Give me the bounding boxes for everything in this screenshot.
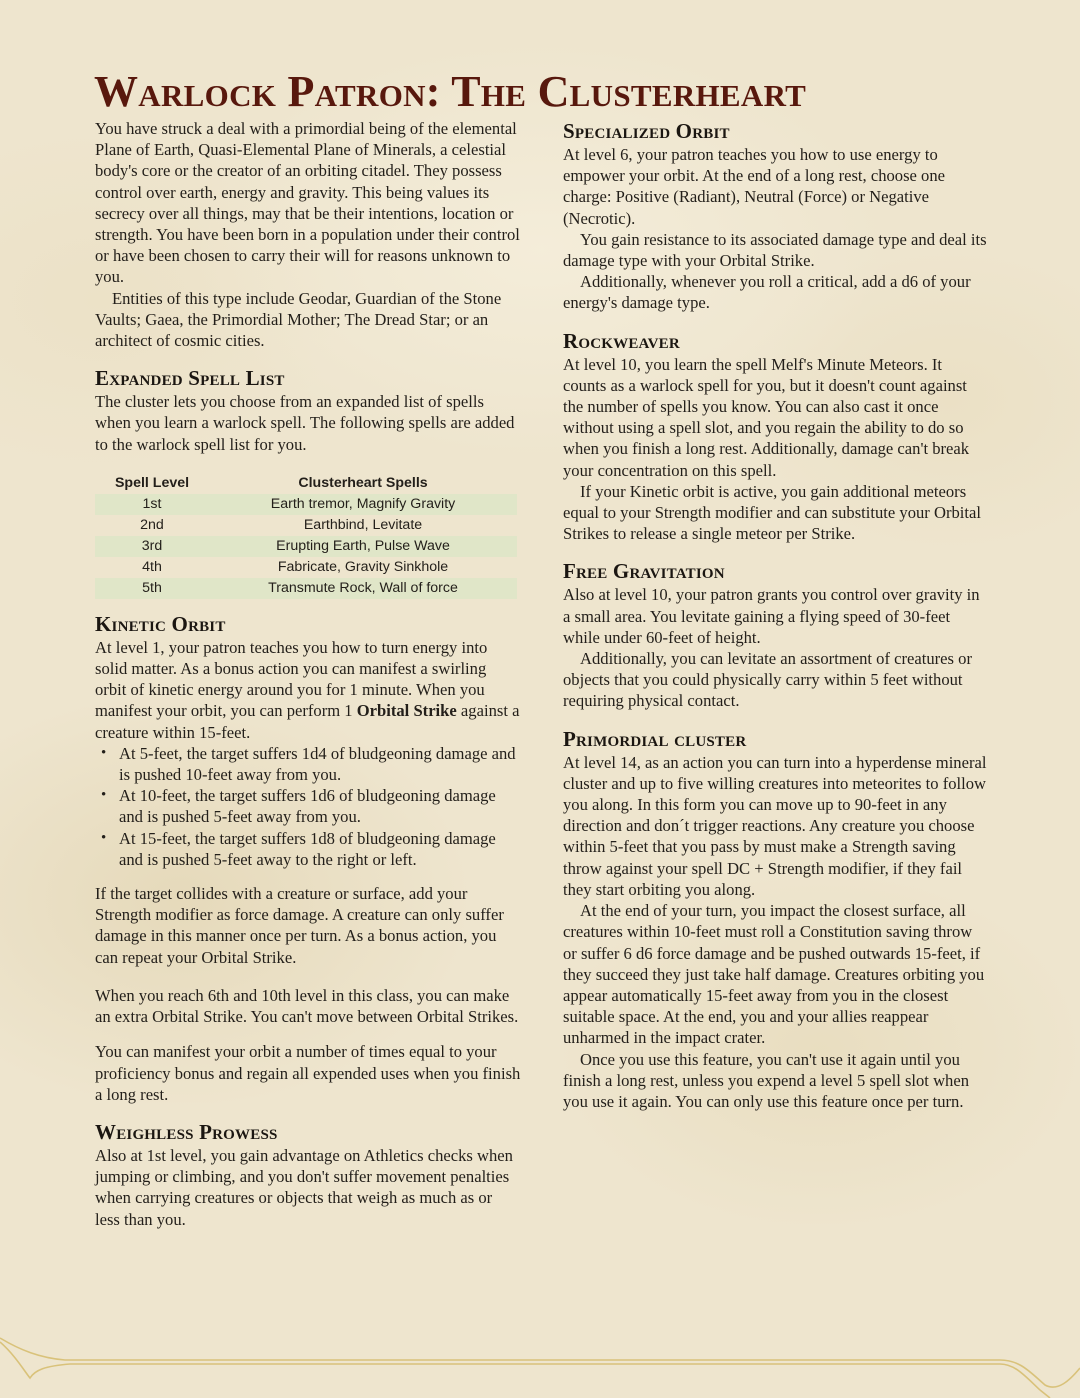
specialized-orbit-section: [563, 118, 989, 314]
specialized-orbit-heading: Specialized Orbit: [563, 119, 730, 143]
list-item: • At 10-feet, the target suffers 1d6 of bludgeoning damage and is pushed 5-feet away from you.: [119, 785, 521, 827]
kinetic-orbit-text-before: At level 1, your patron teaches you how to turn energy into solid matter. As a bonus action you can manifest a swirling orbit of kinetic energy around you for 1 minute. When you manifest your orbit, you can perform 1: [95, 637, 488, 721]
specialized-orbit-paragraph-2: You gain resistance to its associated damage type and deal its damage type with your Orbital Strike.: [563, 229, 987, 271]
weighless-prowess-section: [95, 1119, 521, 1230]
spells-cell: Transmute Rock, Wall of force: [268, 579, 458, 596]
footer-ornament-icon: [0, 1320, 1080, 1398]
primordial-cluster-paragraph-2: At the end of your turn, you impact the closest surface, all creatures within 10-feet must roll a Constitution saving throw or suffer 6 d6 force damage and be pushed outwards 15-feet, if they succeed they just take half damage. Creatures orbiting you appear automatically 15-feet away from you in the closest suitable space. At the end, you and your allies reappear unharmed in the impact crater.: [563, 901, 985, 1048]
weighless-prowess-heading: Weighless Prowess: [95, 1119, 278, 1144]
kinetic-orbit-text-after: against a creature within 15-feet.: [95, 701, 520, 742]
kinetic-orbit-heading: Kinetic Orbit: [95, 611, 226, 636]
spells-cell: Fabricate, Gravity Sinkhole: [277, 558, 449, 575]
expanded-spell-list-text: The cluster lets you choose from an expanded list of spells when you learn a warlock spell. The following spells are added to the warlock spell list for you.: [95, 392, 515, 454]
kinetic-orbit-paragraph-1: [95, 637, 521, 743]
specialized-orbit-paragraph-3: Additionally, whenever you roll a critical, add a d6 of your energy's damage type.: [563, 272, 971, 313]
list-item: • At 15-feet, the target suffers 1d8 of bludgeoning damage and is pushed 5-feet away to the right or left.: [119, 828, 521, 870]
primordial-cluster-paragraph-3: Once you use this feature, you can't use it again until you finish a long rest, unless you expend a level 5 spell slot when you use it again. You can only use this feature once per turn.: [563, 1049, 970, 1111]
primordial-cluster-paragraph-1: At level 14, as an action you can turn into a hyperdense mineral cluster and up to five willing creatures into meteorites to follow you along. In this form you can move up to 90-feet in any direction and don´t trigger reactions. Any creature you choose within 5-feet that you pass by must make a Strength saving throw against your spell DC + Strength modifier, if they fail they start orbiting you along.: [563, 752, 987, 899]
spells-cell: Earth tremor, Magnify Gravity: [270, 495, 456, 512]
table-row: [95, 536, 517, 557]
free-gravitation-heading: Free Gravitation: [563, 559, 725, 584]
free-gravitation-paragraph-2: Additionally, you can levitate an assortment of creatures or objects that you could physically carry within 5 feet without requiring physical contact.: [563, 649, 972, 711]
spells-cell: Erupting Earth, Pulse Wave: [276, 537, 450, 554]
clusterheart-spells-header: Clusterheart Spells: [298, 474, 428, 491]
specialized-orbit-paragraph-1: At level 6, your patron teaches you how to use energy to empower your orbit. At the end of a long rest, choose one charge: Positive (Radiant), Neutral (Force) or Negative (Necrotic).: [563, 145, 946, 228]
spell-table-header-row: [95, 473, 517, 494]
kinetic-orbit-paragraph-3: When you reach 6th and 10th level in this class, you can make an extra Orbital Strike. You can't move between Orbital Strikes.: [95, 985, 519, 1027]
spell-level-header: Spell Level: [114, 474, 190, 491]
spell-level-cell: 5th: [142, 579, 162, 596]
rockweaver-paragraph-1: At level 10, you learn the spell Melf's Minute Meteors. It counts as a warlock spell for you, but it doesn't count against the number of spells you know. You can also cast it once without using a spell slot, and you regain the ability to do so when you finish a long rest. Additionally, damage can't break your concentration on this spell.: [563, 354, 970, 480]
spell-level-cell: 4th: [142, 558, 162, 575]
table-row: [95, 494, 517, 515]
orbital-strike-term: Orbital Strike: [356, 701, 457, 721]
table-row: [95, 557, 517, 578]
rockweaver-section: [563, 328, 989, 545]
left-column: [95, 118, 521, 1230]
intro-section: [95, 118, 521, 351]
table-row: [95, 578, 517, 599]
right-column: [563, 118, 989, 1112]
table-row: [95, 515, 517, 536]
expanded-spell-list-section: [95, 365, 521, 599]
free-gravitation-paragraph-1: Also at level 10, your patron grants you control over gravity in a small area. You levitate gaining a flying speed of 30-feet while under 60-feet of height.: [563, 585, 980, 647]
expanded-spell-list-heading: Expanded Spell List: [95, 366, 285, 391]
spell-table: [95, 473, 517, 599]
intro-paragraph-2: Entities of this type include Geodar, Guardian of the Stone Vaults; Gaea, the Primordial Mother; The Dread Star; or an architect of cosmic cities.: [95, 288, 502, 351]
primordial-cluster-section: [563, 726, 989, 1112]
primordial-cluster-heading: Primordial cluster: [563, 726, 747, 751]
spell-level-cell: 1st: [142, 495, 162, 512]
orbital-strike-range-list: [95, 743, 521, 870]
rockweaver-heading: Rockweaver: [563, 328, 680, 353]
free-gravitation-section: [563, 558, 989, 711]
spells-cell: Earthbind, Levitate: [303, 516, 423, 533]
page-title: Warlock Patron: The Clusterheart: [94, 67, 807, 116]
kinetic-orbit-section: [95, 611, 521, 1105]
list-item: • At 5-feet, the target suffers 1d4 of bludgeoning damage and is pushed 10-feet away from you.: [119, 743, 521, 785]
kinetic-orbit-paragraph-4: You can manifest your orbit a number of times equal to your proficiency bonus and regain all expended uses when you finish a long rest.: [95, 1042, 521, 1104]
weighless-prowess-text: Also at 1st level, you gain advantage on Athletics checks when jumping or climbing, and you don't suffer movement penalties when carrying creatures or objects that weigh as much as or less than you.: [95, 1145, 513, 1229]
kinetic-orbit-paragraph-2: If the target collides with a creature or surface, add your Strength modifier as force damage. A creature can only suffer damage in this manner once per turn. As a bonus action, you can repeat your Orbital Strike.: [95, 884, 504, 967]
rockweaver-paragraph-2: If your Kinetic orbit is active, you gain additional meteors equal to your Strength modifier and can substitute your Orbital Strikes to release a single meteor per Strike.: [563, 481, 981, 544]
spell-level-cell: 2nd: [140, 516, 164, 533]
spell-level-cell: 3rd: [141, 537, 163, 554]
intro-paragraph-1: You have struck a deal with a primordial being of the elemental Plane of Earth, Quasi-Elemental Plane of Minerals, a celestial body's core or the creator of an orbiting citadel. They possess control over earth, energy and gravity. This being values its secrecy over all things, may that be their intentions, location or strength. You have been born in a population under their control or have been chosen to carry their will for reasons unknown to you.: [95, 119, 520, 287]
